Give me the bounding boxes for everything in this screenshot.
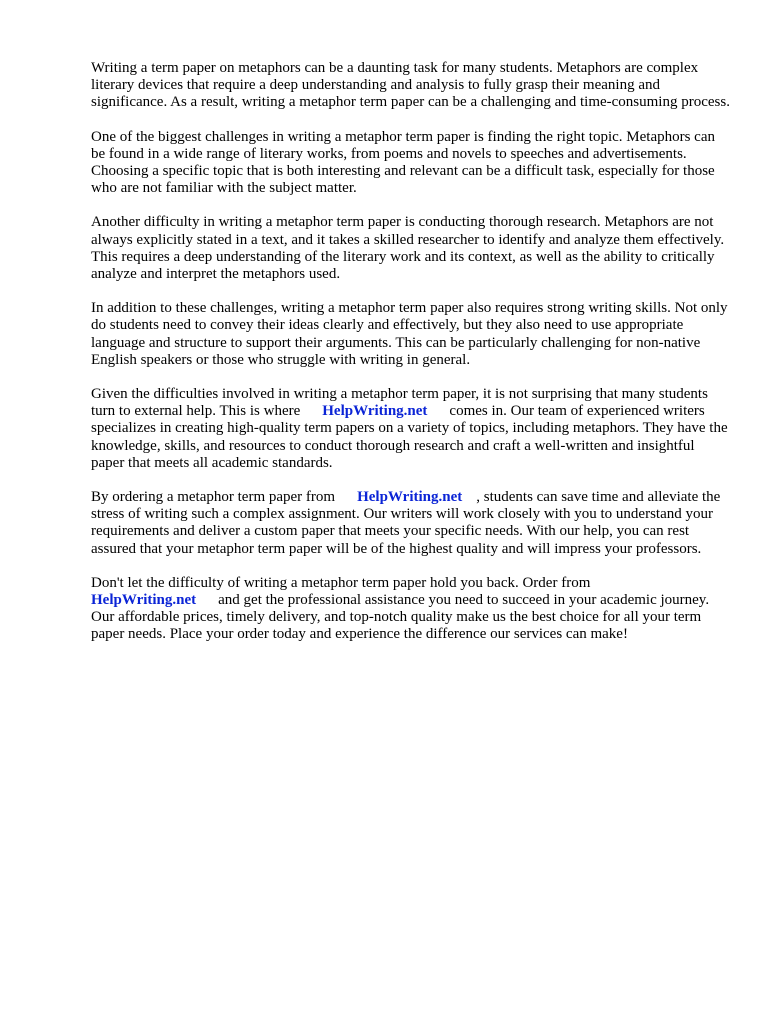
- paragraph-closing-after: and get the professional assistance you need to succeed in your academic journey. Our affordable prices, timely delivery, and top-notch quality make us the best choice for all your term paper needs. Place your order today and experience the difference our services can make!: [91, 592, 710, 643]
- paragraph-ordering-before: By ordering a metaphor term paper from: [91, 489, 336, 506]
- paragraph-topic: One of the biggest challenges in writing a metaphor term paper is finding the right topic. Metaphors can be found in a wide range of literary works, from poems and novels to speeches and advertisements. Choosing a specific topic that is both interesting and relevant can be a difficult task, especially for those who are not familiar with the subject matter.: [91, 128, 715, 197]
- paragraph-closing-before: Don't let the difficulty of writing a metaphor term paper hold you back. Order from: [91, 574, 591, 591]
- paragraph-intro: Writing a term paper on metaphors can be a daunting task for many students. Metaphors are complex literary devices that require a deep understanding and analysis to fully grasp their meaning and significance. As a result, writing a metaphor term paper can be a challenging and time-consuming process.: [91, 60, 730, 111]
- paragraph-closing: [91, 575, 731, 644]
- helpwriting-link-3[interactable]: HelpWriting.net: [91, 592, 197, 609]
- paragraph-external-help: [91, 386, 731, 472]
- document-body: [91, 60, 731, 661]
- paragraph-research: Another difficulty in writing a metaphor term paper is conducting thorough research. Metaphors are not always explicitly stated in a text, and it takes a skilled researcher to identify and analyze them effectively. This requires a deep understanding of the literary work and its context, as well as the ability to critically analyze and interpret the metaphors used.: [91, 214, 725, 283]
- helpwriting-link-1[interactable]: HelpWriting.net: [322, 403, 428, 420]
- paragraph-ordering-after: , students can save time and alleviate the stress of writing such a complex assignment. Our writers will work closely with you to understand your requirements and deliver a custom paper that meets your specific needs. With our help, you can rest assured that your metaphor term paper will be of the highest quality and will impress your professors.: [91, 489, 721, 557]
- paragraph-external-help-after: comes in. Our team of experienced writers specializes in creating high-quality term papers on a variety of topics, including metaphors. They have the knowledge, skills, and resources to conduct thorough research and craft a well-written and insightful paper that meets all academic standards.: [91, 403, 728, 471]
- paragraph-writing-skills: In addition to these challenges, writing a metaphor term paper also requires strong writing skills. Not only do students need to convey their ideas clearly and effectively, but they also need to use appropriate language and structure to support their arguments. This can be particularly challenging for non-native English speakers or those who struggle with writing in general.: [91, 300, 728, 368]
- helpwriting-link-2[interactable]: HelpWriting.net: [357, 489, 463, 506]
- paragraph-external-help-before: Given the difficulties involved in writing a metaphor term paper, it is not surprising that many students turn to external help. This is where: [91, 386, 708, 420]
- paragraph-ordering: [91, 489, 731, 558]
